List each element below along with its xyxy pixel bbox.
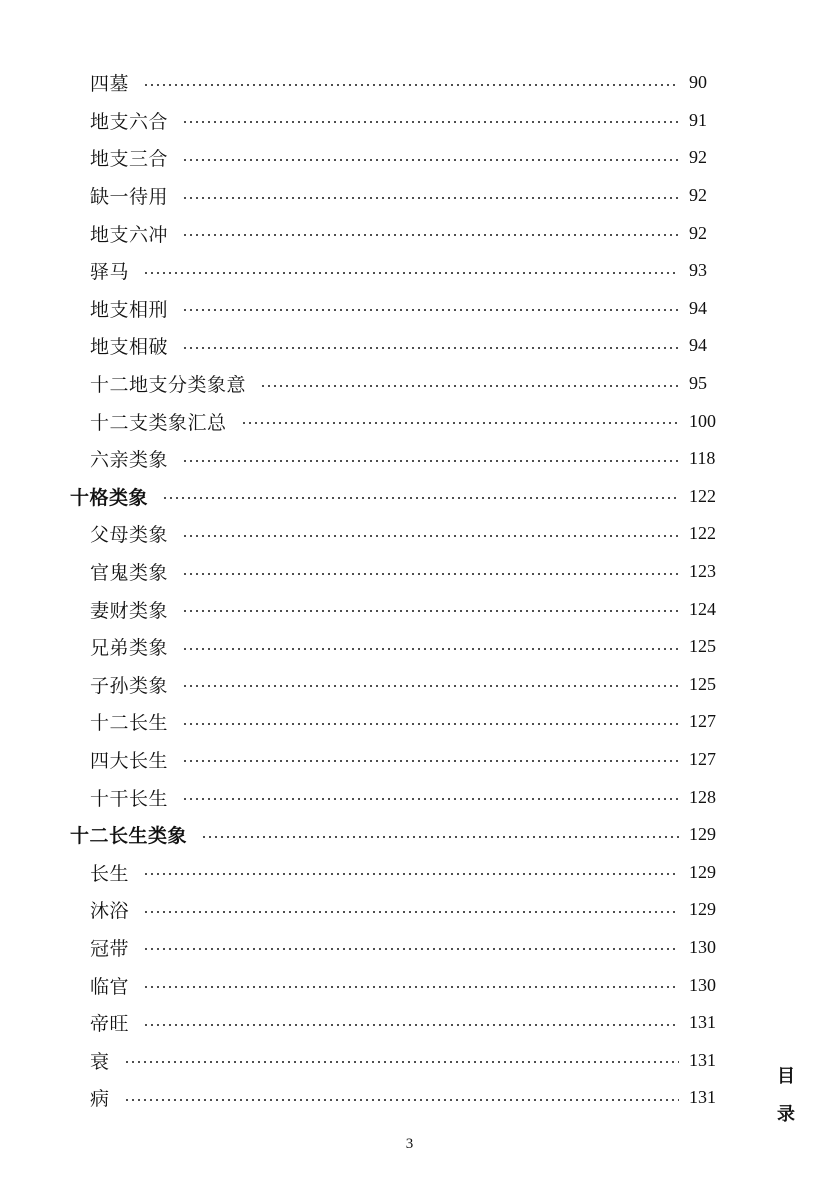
toc-entry-title: 兄弟类象 [90, 637, 169, 660]
toc-entry[interactable] [0, 290, 819, 328]
dot-leader [182, 723, 679, 725]
toc-entry-title: 地支相破 [90, 336, 169, 359]
toc-entry-page: 125 [689, 636, 716, 657]
dot-leader [143, 911, 679, 913]
toc-entry[interactable] [0, 327, 819, 365]
toc-entry[interactable] [0, 741, 819, 779]
toc-section-entry[interactable] [0, 816, 819, 854]
toc-entry-page: 122 [689, 523, 716, 544]
dot-leader [182, 685, 679, 687]
toc-entry-page: 128 [689, 786, 716, 807]
toc-entry-title: 冠带 [90, 937, 130, 960]
toc-entry-page: 100 [689, 410, 716, 431]
dot-leader [182, 159, 679, 161]
toc-entry-title: 十格类象 [70, 486, 149, 509]
dot-leader [182, 197, 679, 199]
dot-leader [182, 460, 679, 462]
toc-entry[interactable] [0, 853, 819, 891]
dot-leader [182, 535, 679, 537]
dot-leader [143, 84, 679, 86]
toc-entry-page: 94 [689, 335, 707, 356]
toc-entry-page: 94 [689, 297, 707, 318]
toc-entry-title: 子孙类象 [90, 674, 169, 697]
toc-entry-title: 驿马 [90, 261, 130, 284]
toc-entry-page: 131 [689, 1049, 716, 1070]
toc-entry-title: 沐浴 [90, 900, 130, 923]
toc-entry[interactable] [0, 891, 819, 929]
dot-leader [182, 798, 679, 800]
toc-entry-page: 90 [689, 72, 707, 93]
dot-leader [162, 497, 679, 499]
dot-leader [143, 986, 679, 988]
toc-entry-title: 妻财类象 [90, 599, 169, 622]
toc-entry-title: 十二支类象汇总 [90, 411, 227, 434]
toc-entry[interactable] [0, 703, 819, 741]
dot-leader [201, 836, 679, 838]
toc-entry-title: 十二地支分类象意 [90, 374, 247, 397]
page-number: 3 [405, 1136, 414, 1152]
toc-entry-page: 91 [689, 109, 707, 130]
dot-leader [182, 234, 679, 236]
toc-entry-title: 十二长生类象 [70, 825, 188, 848]
toc-entry-page: 129 [689, 861, 716, 882]
toc-entry[interactable] [0, 966, 819, 1004]
toc-entry-page: 130 [689, 974, 716, 995]
dot-leader [182, 573, 679, 575]
toc-entry-page: 130 [689, 936, 716, 957]
toc-entry-page: 95 [689, 373, 707, 394]
toc-entry-title: 父母类象 [90, 524, 169, 547]
toc-entry[interactable] [0, 139, 819, 177]
toc-entry-title: 地支相刑 [90, 298, 169, 321]
dot-leader [143, 873, 679, 875]
toc-entry-title: 四大长生 [90, 749, 169, 772]
toc-entry[interactable] [0, 590, 819, 628]
toc-entry-title: 官鬼类象 [90, 562, 169, 585]
dot-leader [124, 1061, 679, 1063]
dot-leader [182, 760, 679, 762]
toc-entry[interactable] [0, 628, 819, 666]
toc-entry-page: 125 [689, 673, 716, 694]
toc-entry-title: 病 [90, 1088, 110, 1111]
toc-entry-title: 六亲类象 [90, 449, 169, 472]
toc-entry-title: 缺一待用 [90, 186, 169, 209]
toc-entry-title: 衰 [90, 1050, 110, 1073]
toc-entry-page: 93 [689, 260, 707, 281]
toc-entry-page: 127 [689, 748, 716, 769]
toc-entry[interactable] [0, 929, 819, 967]
toc-entry-page: 129 [689, 824, 716, 845]
toc-entry-page: 123 [689, 561, 716, 582]
toc-entry-title: 十二长生 [90, 712, 169, 735]
toc-entry[interactable] [0, 1004, 819, 1042]
table-of-contents [0, 64, 819, 1117]
toc-entry-page: 131 [689, 1012, 716, 1033]
side-section-label [774, 1058, 798, 1134]
dot-leader [124, 1099, 679, 1101]
toc-entry[interactable] [0, 553, 819, 591]
dot-leader [143, 1024, 679, 1026]
toc-entry[interactable] [0, 1041, 819, 1079]
toc-entry-page: 129 [689, 899, 716, 920]
toc-entry-title: 地支六合 [90, 110, 169, 133]
toc-entry-title: 长生 [90, 862, 130, 885]
toc-entry[interactable] [0, 666, 819, 704]
toc-entry[interactable] [0, 402, 819, 440]
dot-leader [182, 648, 679, 650]
toc-section-entry[interactable] [0, 478, 819, 516]
toc-entry-title: 十干长生 [90, 787, 169, 810]
toc-entry[interactable] [0, 1079, 819, 1117]
toc-entry-title: 地支三合 [90, 148, 169, 171]
toc-entry-page: 122 [689, 485, 716, 506]
toc-entry-page: 92 [689, 222, 707, 243]
toc-entry-page: 131 [689, 1087, 716, 1108]
toc-entry-page: 124 [689, 598, 716, 619]
toc-entry-page: 127 [689, 711, 716, 732]
toc-entry[interactable] [0, 365, 819, 403]
dot-leader [241, 422, 679, 424]
toc-entry[interactable] [0, 177, 819, 215]
toc-entry[interactable] [0, 214, 819, 252]
toc-entry-title: 帝旺 [90, 1013, 130, 1036]
dot-leader [182, 610, 679, 612]
dot-leader [182, 121, 679, 123]
dot-leader [182, 347, 679, 349]
toc-entry[interactable] [0, 440, 819, 478]
toc-entry[interactable] [0, 64, 819, 102]
dot-leader [143, 948, 679, 950]
toc-entry-page: 92 [689, 147, 707, 168]
toc-entry[interactable] [0, 252, 819, 290]
toc-entry[interactable] [0, 102, 819, 140]
toc-entry[interactable] [0, 515, 819, 553]
toc-entry-page: 92 [689, 185, 707, 206]
toc-entry-title: 四墓 [90, 73, 130, 96]
side-label-char: 目 [777, 1066, 795, 1087]
toc-entry-title: 地支六冲 [90, 223, 169, 246]
toc-entry[interactable] [0, 778, 819, 816]
side-label-char: 录 [777, 1104, 795, 1125]
dot-leader [143, 272, 679, 274]
toc-entry-title: 临官 [90, 975, 130, 998]
dot-leader [260, 385, 679, 387]
dot-leader [182, 309, 679, 311]
toc-entry-page: 118 [689, 448, 716, 469]
